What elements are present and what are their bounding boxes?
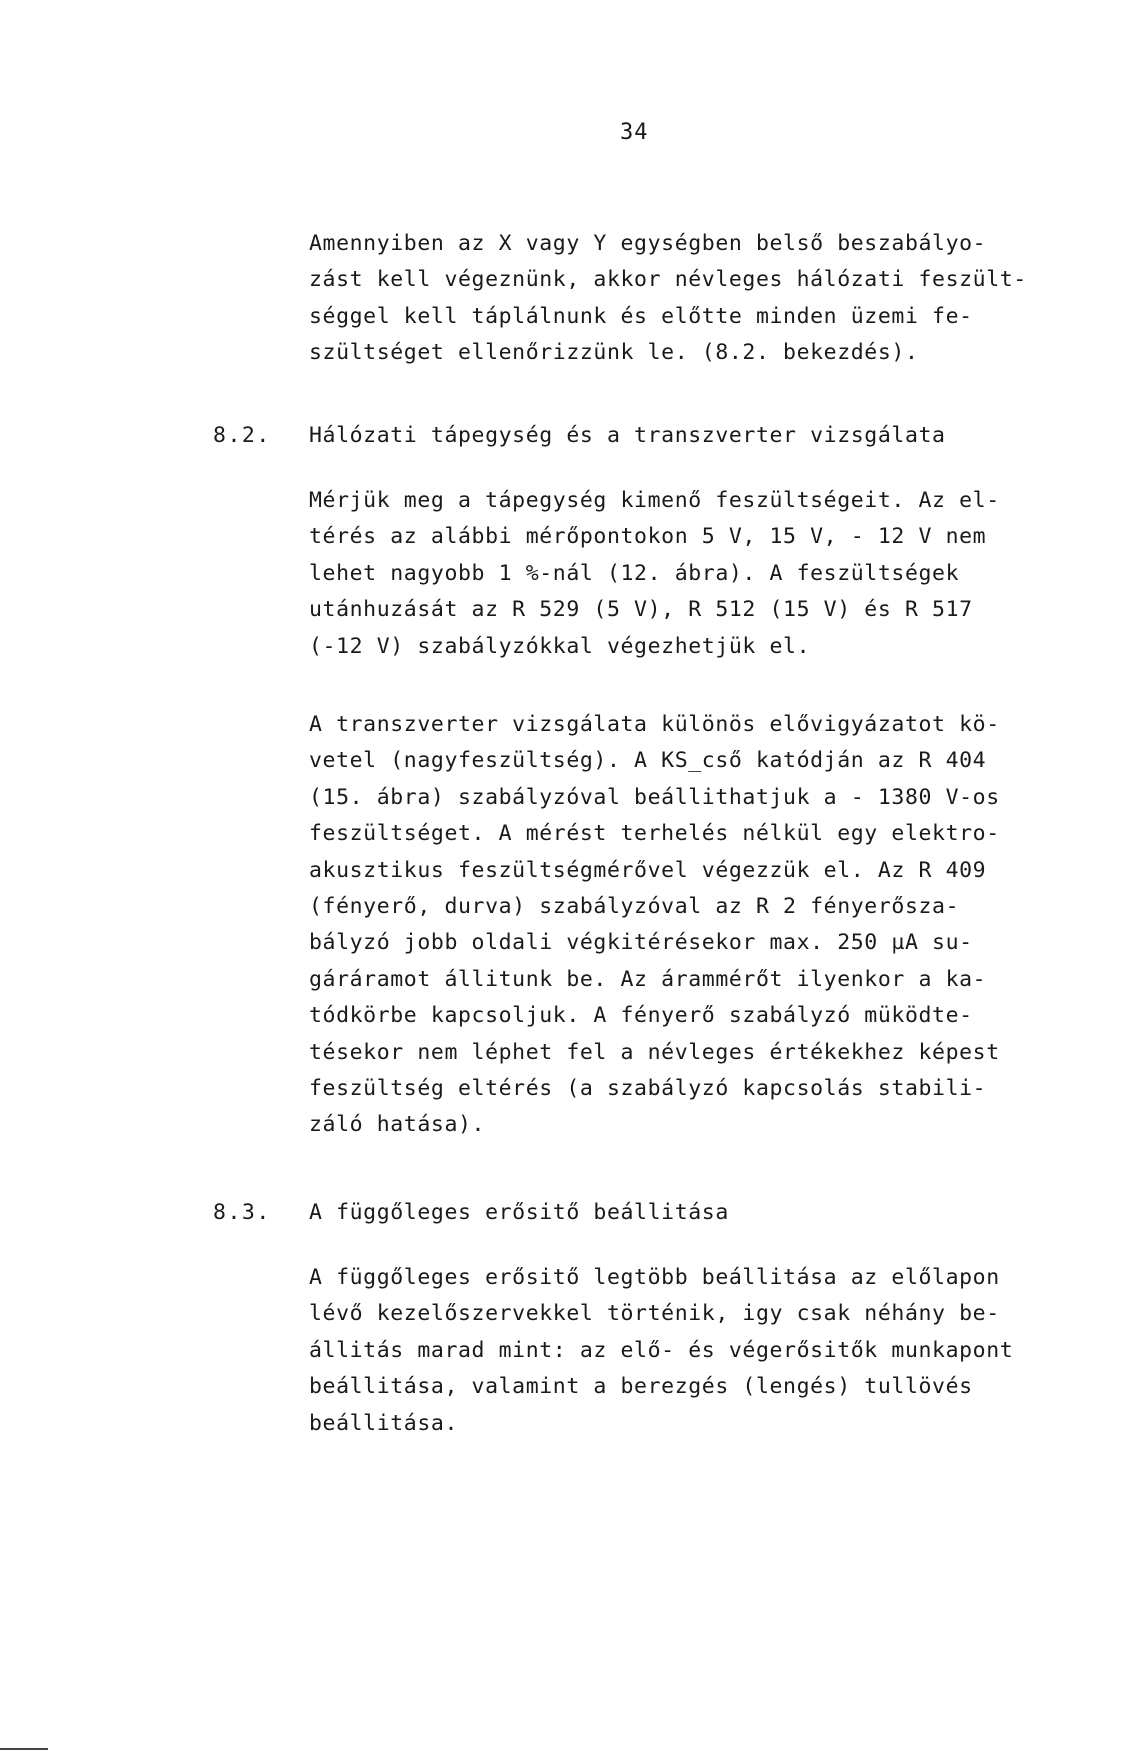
text-line: utánhuzását az R 529 (5 V), R 512 (15 V) és R 517 bbox=[309, 597, 973, 623]
section-8-3-title: A függőleges erősitő beállitása bbox=[309, 1200, 729, 1225]
section-8-3-number: 8.3. bbox=[213, 1200, 271, 1225]
text-line: bályzó jobb oldali végkitérésekor max. 250 µA su- bbox=[309, 930, 973, 956]
text-line: séggel kell táplálnunk és előtte minden üzemi fe- bbox=[309, 303, 973, 329]
text-line: (-12 V) szabályzókkal végezhetjük el. bbox=[309, 633, 811, 659]
section-8-2-title: Hálózati tápegység és a transzverter vizsgálata bbox=[309, 423, 946, 448]
section-8-2-paragraph-2 bbox=[309, 707, 1109, 1144]
text-line: (15. ábra) szabályzóval beállithatjuk a - 1380 V-os bbox=[309, 784, 1000, 810]
text-line: beállitása, valamint a berezgés (lengés) tullövés bbox=[309, 1374, 973, 1400]
text-line: tódkörbe kapcsoljuk. A fényerő szabályzó müködte- bbox=[309, 1003, 973, 1029]
text-line: szültséget ellenőrizzünk le. (8.2. bekezdés). bbox=[309, 340, 919, 366]
text-line: Amennyiben az X vagy Y egységben belső beszabályo- bbox=[309, 231, 987, 256]
text-line: tésekor nem léphet fel a névleges értékekhez képest bbox=[309, 1039, 1000, 1065]
section-8-3-paragraph-1 bbox=[309, 1260, 1109, 1442]
text-line: A transzverter vizsgálata különös elővigyázatot kö- bbox=[309, 712, 1000, 737]
text-line: (fényerő, durva) szabályzóval az R 2 fényerősza- bbox=[309, 894, 960, 920]
text-line: zást kell végeznünk, akkor névleges hálózati feszült- bbox=[309, 267, 1027, 293]
text-line: záló hatása). bbox=[309, 1112, 486, 1138]
page-number: 34 bbox=[620, 120, 649, 145]
text-line: A függőleges erősitő legtöbb beállitása az előlapon bbox=[309, 1265, 1000, 1290]
text-line: vetel (nagyfeszültség). A KS_cső katódján az R 404 bbox=[309, 748, 987, 774]
text-line: Mérjük meg a tápegység kimenő feszültségeit. Az el- bbox=[309, 488, 1000, 513]
text-line: térés az alábbi mérőpontokon 5 V, 15 V, - 12 V nem bbox=[309, 524, 987, 550]
section-8-2-number: 8.2. bbox=[213, 423, 271, 448]
text-line: akusztikus feszültségmérővel végezzük el. Az R 409 bbox=[309, 857, 987, 883]
text-line: beállitása. bbox=[309, 1410, 458, 1436]
intro-paragraph bbox=[309, 226, 1109, 372]
scan-edge-mark bbox=[0, 1748, 48, 1750]
text-line: feszültséget. A mérést terhelés nélkül egy elektro- bbox=[309, 821, 1000, 847]
section-8-2-paragraph-1 bbox=[309, 483, 1109, 665]
text-line: állitás marad mint: az elő- és végerősitők munkapont bbox=[309, 1337, 1014, 1363]
text-line: lehet nagyobb 1 %-nál (12. ábra). A feszültségek bbox=[309, 560, 960, 586]
text-line: lévő kezelőszervekkel történik, igy csak néhány be- bbox=[309, 1301, 1000, 1327]
text-line: gáráramot állitunk be. Az árammérőt ilyenkor a ka- bbox=[309, 966, 987, 992]
text-line: feszültség eltérés (a szabályzó kapcsolás stabili- bbox=[309, 1076, 987, 1102]
